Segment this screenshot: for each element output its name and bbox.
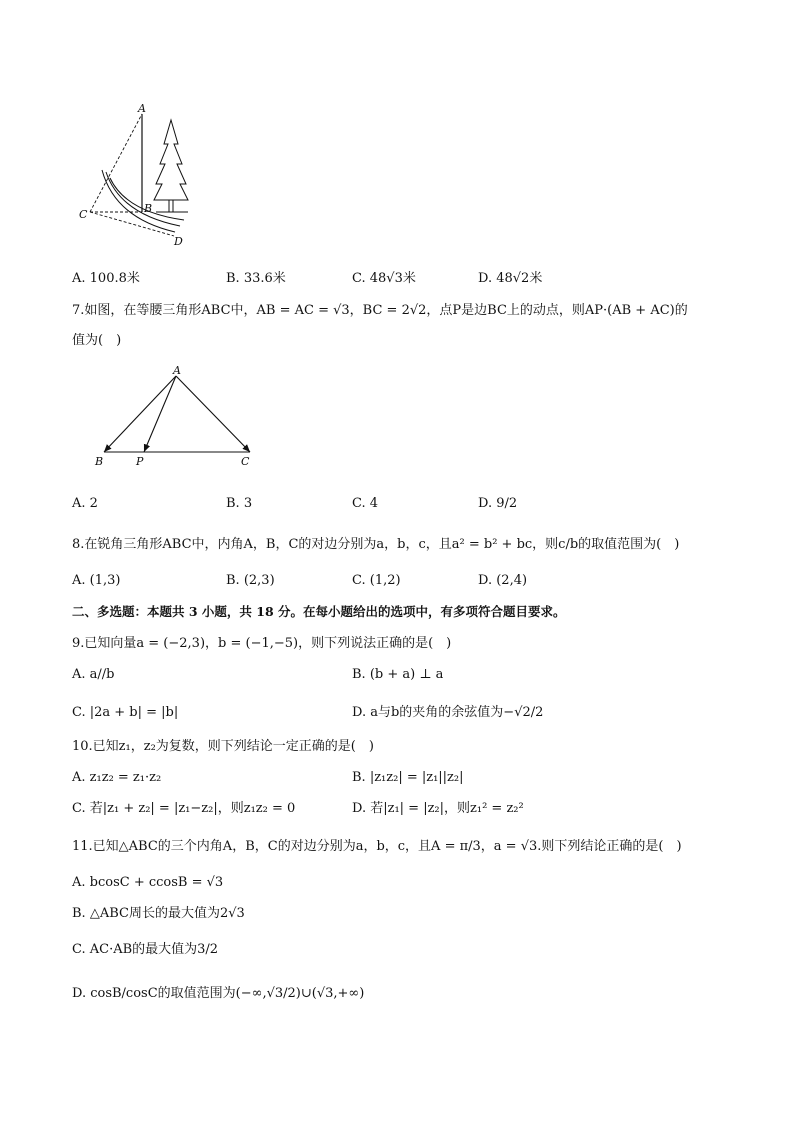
q9-option-d: D. a与b的夹角的余弦值为−√2/2 [352,705,544,720]
q7-label-C: C [241,455,250,468]
q7-option-d: D. 9/2 [478,496,518,511]
q10-option-a: A. z₁z₂ = z₁·z₂ [72,770,162,785]
q7-option-b: B. 3 [226,496,253,511]
q10-option-b: B. |z₁z₂| = |z₁||z₂| [352,770,464,785]
q7-label-A: A [173,364,181,377]
q7-label-P: P [136,455,144,468]
q8-option-d: D. (2,4) [478,573,528,588]
q11-option-d: D. cosB/cosC的取值范围为(−∞,√3/2)∪(√3,+∞) [72,986,365,1001]
q10-option-c: C. 若|z₁ + z₂| = |z₁−z₂|，则z₁z₂ = 0 [72,801,296,816]
q7-label-B: B [95,455,104,468]
q6-option-b: B. 33.6米 [226,271,286,286]
q6-label-D: D [174,235,183,248]
q6-option-c: C. 48√3米 [352,271,416,286]
q8-option-c: C. (1,2) [352,573,401,588]
section2-header: 二、多选题：本题共 3 小题，共 18 分。在每小题给出的选项中，有多项符合题目要求。 [72,604,566,619]
q7-stem-line1: 7.如图，在等腰三角形ABC中，AB = AC = √3，BC = 2√2，点P是边BC上的动点，则AP·(AB + AC)的 [72,303,688,318]
q10-option-d: D. 若|z₁| = |z₂|，则z₁² = z₂² [352,801,524,816]
q7-figure [90,364,260,470]
q6-label-B: B [144,202,153,215]
q10-stem: 10.已知z₁，z₂为复数，则下列结论一定正确的是( ) [72,739,374,754]
q9-option-c: C. |2a + b| = |b| [72,705,179,720]
q6-option-a: A. 100.8米 [72,271,140,286]
q11-option-c: C. AC·AB的最大值为3/2 [72,942,219,957]
q8-option-a: A. (1,3) [72,573,121,588]
q6-option-d: D. 48√2米 [478,271,543,286]
q9-option-a: A. a//b [72,667,115,682]
q7-option-a: A. 2 [72,496,98,511]
q11-option-a: A. bcosC + ccosB = √3 [72,875,224,890]
q11-option-b: B. △ABC周长的最大值为2√3 [72,906,245,921]
q9-option-b: B. (b + a) ⊥ a [352,667,444,682]
q8-stem: 8.在锐角三角形ABC中，内角A，B，C的对边分别为a，b，c，且a² = b² + bc，则c/b的取值范围为( ) [72,537,680,552]
q9-stem: 9.已知向量a = (−2,3)，b = (−1,−5)，则下列说法正确的是( ) [72,636,452,651]
q6-label-C: C [79,208,88,221]
q11-stem: 11.已知△ABC的三个内角A，B，C的对边分别为a，b，c，且A = π/3，a = √3.则下列结论正确的是( ) [72,839,682,854]
q6-figure [70,100,210,250]
q6-label-A: A [138,102,146,115]
q7-stem-line2: 值为( ) [72,333,122,348]
q8-option-b: B. (2,3) [226,573,275,588]
q7-option-c: C. 4 [352,496,379,511]
